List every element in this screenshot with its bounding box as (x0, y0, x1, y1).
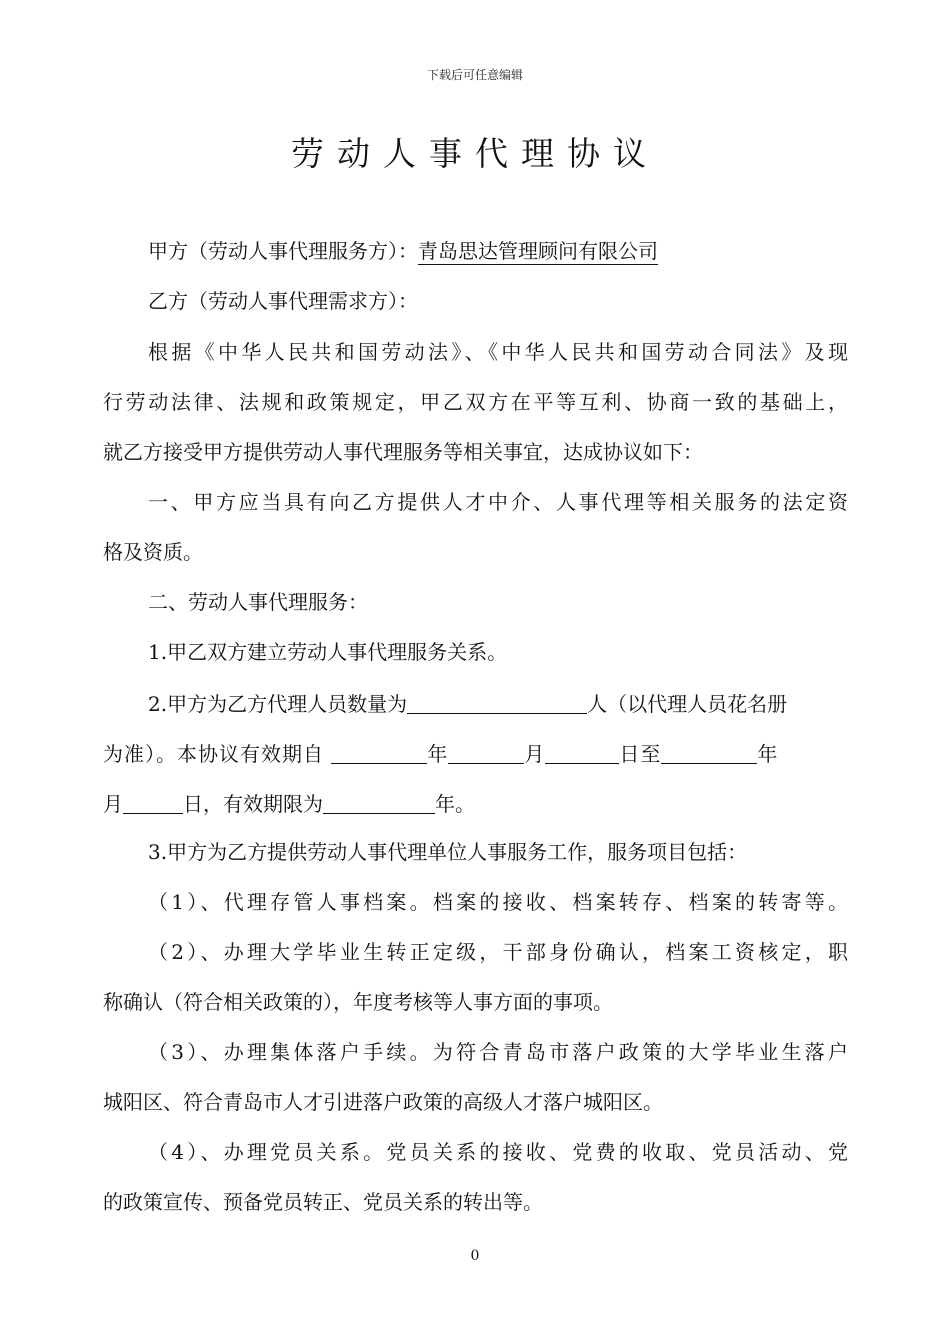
clause-2-item-3-intro: 3.甲方为乙方提供劳动人事代理单位人事服务工作，服务项目包括： (148, 840, 748, 864)
staff-count-blank[interactable] (407, 687, 587, 714)
item-2-text-j: 年。 (435, 792, 475, 816)
item-2-text-c: 为准）。本协议有效期自 (103, 742, 324, 766)
service-item-4-line-2: 的政策宣传、预备党员转正、党员关系的转出等。 (103, 1190, 543, 1214)
item-2-text-b: 人（以代理人员花名册 (587, 692, 788, 716)
item-2-text-f: 日至 (619, 742, 662, 766)
service-item-1: （1）、代理存管人事档案。档案的接收、档案转存、档案的转寄等。 (148, 890, 848, 914)
clause-2-heading: 二、劳动人事代理服务： (148, 590, 368, 614)
service-item-2-line-1: （2）、办理大学毕业生转正定级，干部身份确认，档案工资核定，职 (148, 940, 848, 964)
service-item-3-line-1: （3）、办理集体落户手续。为符合青岛市落户政策的大学毕业生落户 (148, 1040, 848, 1064)
clause-2-item-2-line-3 (103, 787, 848, 819)
clause-1-line-2: 格及资质。 (103, 540, 203, 564)
clause-2-item-2-line-1 (148, 687, 848, 719)
clause-2-item-1: 1.甲乙双方建立劳动人事代理服务关系。 (148, 640, 508, 664)
service-item-2-line-2: 称确认（符合相关政策的），年度考核等人事方面的事项。 (103, 990, 613, 1014)
item-2-text-i: 日，有效期限为 (183, 792, 323, 816)
item-2-text-d: 年 (427, 742, 449, 766)
preamble-line-3: 就乙方接受甲方提供劳动人事代理服务等相关事宜，达成协议如下： (103, 440, 703, 464)
document-title: 劳动人事代理协议 (291, 134, 659, 173)
service-item-4-line-1: （4）、办理党员关系。党员关系的接收、党费的收取、党员活动、党 (148, 1140, 848, 1164)
preamble-line-1: 根据《中华人民共和国劳动法》、《中华人民共和国劳动合同法》及现 (148, 340, 848, 364)
party-a-line (148, 236, 848, 266)
clause-1-line-1: 一、甲方应当具有向乙方提供人才中介、人事代理等相关服务的法定资 (148, 490, 848, 514)
start-year-blank[interactable] (331, 737, 427, 764)
party-a-label: 甲方（劳动人事代理服务方）： (148, 239, 418, 263)
item-2-text-h: 月 (103, 792, 123, 816)
item-2-text-e: 月 (524, 742, 546, 766)
clause-2-item-2-line-2 (103, 737, 848, 769)
end-month-blank[interactable] (123, 787, 183, 814)
preamble-line-2: 行劳动法律、法规和政策规定，甲乙双方在平等互利、协商一致的基础上， (103, 390, 848, 414)
header-note: 下载后可任意编辑 (426, 68, 523, 82)
end-year-blank[interactable] (661, 737, 757, 764)
item-2-text-a: 2.甲方为乙方代理人员数量为 (148, 692, 408, 716)
start-month-blank[interactable] (448, 737, 524, 764)
service-item-3-line-2: 城阳区、符合青岛市人才引进落户政策的高级人才落户城阳区。 (103, 1090, 663, 1114)
page-number: 0 (470, 1248, 480, 1264)
start-day-blank[interactable] (545, 737, 619, 764)
party-b-line (148, 286, 848, 316)
term-years-blank[interactable] (323, 787, 435, 814)
item-2-text-g: 年 (757, 742, 779, 766)
party-a-name: 青岛思达管理顾问有限公司 (418, 239, 658, 263)
party-b-label: 乙方（劳动人事代理需求方）： (148, 289, 418, 313)
